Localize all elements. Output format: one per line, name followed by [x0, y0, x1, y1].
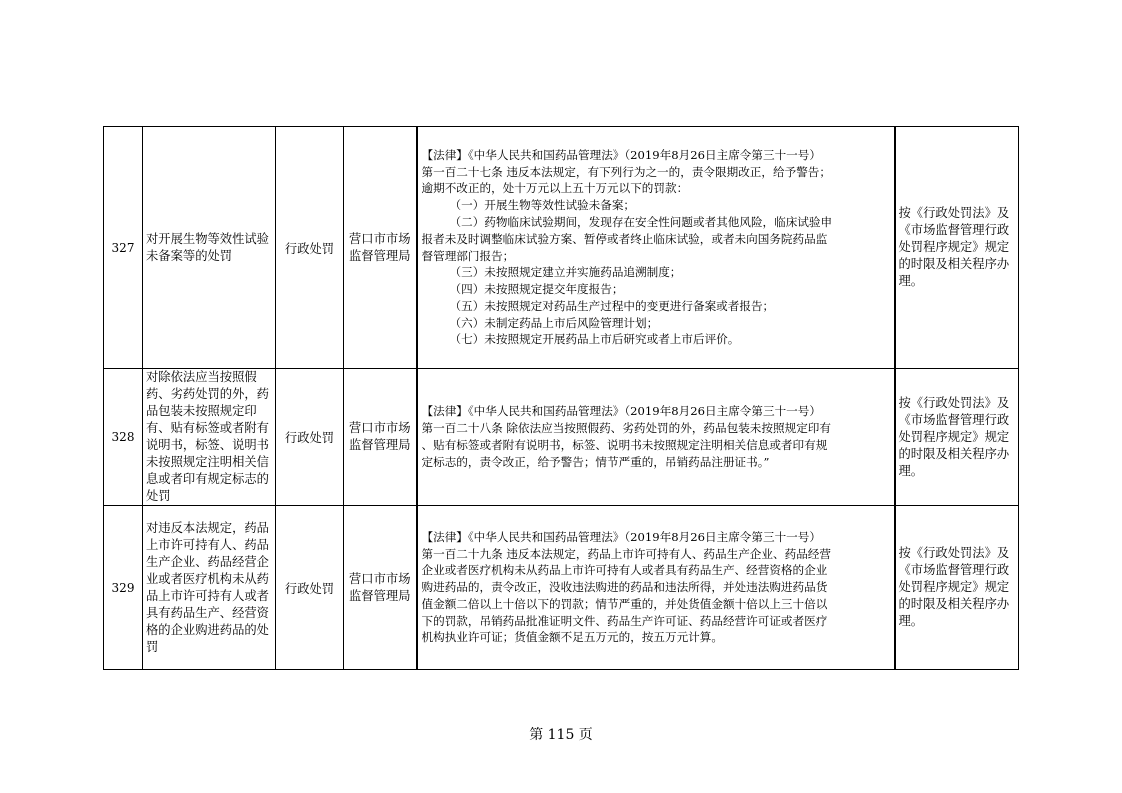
basis-line: 机构执业许可证；货值金额不足五万元的，按五万元计算。 [421, 630, 723, 645]
item-type: 行政处罚 [276, 127, 344, 369]
basis-line: 【法律】《中华人民共和国药品管理法》（2019年8月26日主席令第三十一号） [421, 529, 821, 544]
page-number: 第 115 页 [529, 727, 593, 743]
basis-line: 【法律】《中华人民共和国药品管理法》（2019年8月26日主席令第三十一号） [421, 404, 821, 419]
table-row [104, 127, 1019, 369]
basis-item: （二）药物临床试验期间，发现存在安全性问题或者其他风险，临床试验申 [449, 214, 833, 229]
row-number: 328 [104, 369, 143, 506]
basis-line: 企业或者医疗机构未从药品上市许可持有人或者具有药品生产、经营资格的企业 [421, 563, 828, 578]
procedure: 按《行政处罚法》及《市场监督管理行政处罚程序规定》规定的时限及相关程序办理。 [895, 127, 1019, 369]
basis-line: 【法律】《中华人民共和国药品管理法》（2019年8月26日主席令第三十一号） [421, 147, 821, 162]
basis-line: 、贴有标签或者附有说明书，标签、说明书未按照规定注明相关信息或者印有规 [421, 438, 828, 452]
basis-item: （七）未按照规定开展药品上市后研究或者上市后评价。 [449, 332, 740, 347]
basis-line: 第一百二十八条 除依法应当按照假药、劣药处罚的外，药品包装未按照规定印有 [421, 421, 831, 436]
row-number: 327 [104, 127, 143, 369]
row-number: 329 [104, 506, 143, 670]
basis-line: 逾期不改正的，处十万元以上五十万元以下的罚款： [421, 181, 689, 196]
basis-line: 督管理部门报告； [421, 248, 515, 263]
basis-item: （五）未按照规定对药品生产过程中的变更进行备案或者报告； [449, 298, 775, 313]
penalty-table [103, 126, 1019, 670]
basis-item: （一）开展生物等效性试验未备案； [449, 198, 636, 213]
basis-item: （三）未按照规定建立并实施药品追溯制度； [449, 265, 682, 280]
item-name: 对除依法应当按照假药、劣药处罚的外，药品包装未按照规定印有、贴有标签或者附有说明书，标签、说明书未按照规定注明相关信息或者印有规定标志的处罚 [143, 369, 276, 506]
basis-line: 第一百二十九条 违反本法规定，药品上市许可持有人、药品生产企业、药品经营 [421, 546, 831, 561]
basis-line: 购进药品的，责令改正，没收违法购进的药品和违法所得，并处违法购进药品货 [421, 580, 828, 595]
basis-line: 报者未及时调整临床试验方案、暂停或者终止临床试验，或者未向国务院药品监 [421, 231, 828, 246]
basis-line: 定标志的，责令改正，给予警告；情节严重的，吊销药品注册证书。” [421, 454, 770, 469]
basis-line: 下的罚款，吊销药品批准证明文件、药品生产许可证、药品经营许可证或者医疗 [421, 613, 828, 628]
basis-line: 第一百二十七条 违反本法规定，有下列行为之一的，责令限期改正，给予警告； [421, 164, 831, 179]
basis-item: （四）未按照规定提交年度报告； [449, 282, 624, 297]
basis-item: （六）未制定药品上市后风险管理计划； [449, 315, 659, 330]
legal-basis [417, 506, 895, 670]
basis-line: 值金额二倍以上十倍以下的罚款；情节严重的，并处货值金额十倍以上三十倍以 [421, 596, 828, 611]
enforcement-dept: 营口市市场监督管理局 [344, 369, 417, 506]
enforcement-dept: 营口市市场监督管理局 [344, 127, 417, 369]
table-row [104, 369, 1019, 506]
item-name: 对开展生物等效性试验未备案等的处罚 [143, 127, 276, 369]
enforcement-dept: 营口市市场监督管理局 [344, 506, 417, 670]
procedure: 按《行政处罚法》及《市场监督管理行政处罚程序规定》规定的时限及相关程序办理。 [895, 506, 1019, 670]
table-row [104, 506, 1019, 670]
item-type: 行政处罚 [276, 369, 344, 506]
item-name: 对违反本法规定，药品上市许可持有人、药品生产企业、药品经营企业或者医疗机构未从药品上市许可持有人或者具有药品生产、经营资格的企业购进药品的处罚 [143, 506, 276, 670]
item-type: 行政处罚 [276, 506, 344, 670]
procedure: 按《行政处罚法》及《市场监督管理行政处罚程序规定》规定的时限及相关程序办理。 [895, 369, 1019, 506]
legal-basis [417, 127, 895, 369]
legal-basis [417, 369, 895, 506]
